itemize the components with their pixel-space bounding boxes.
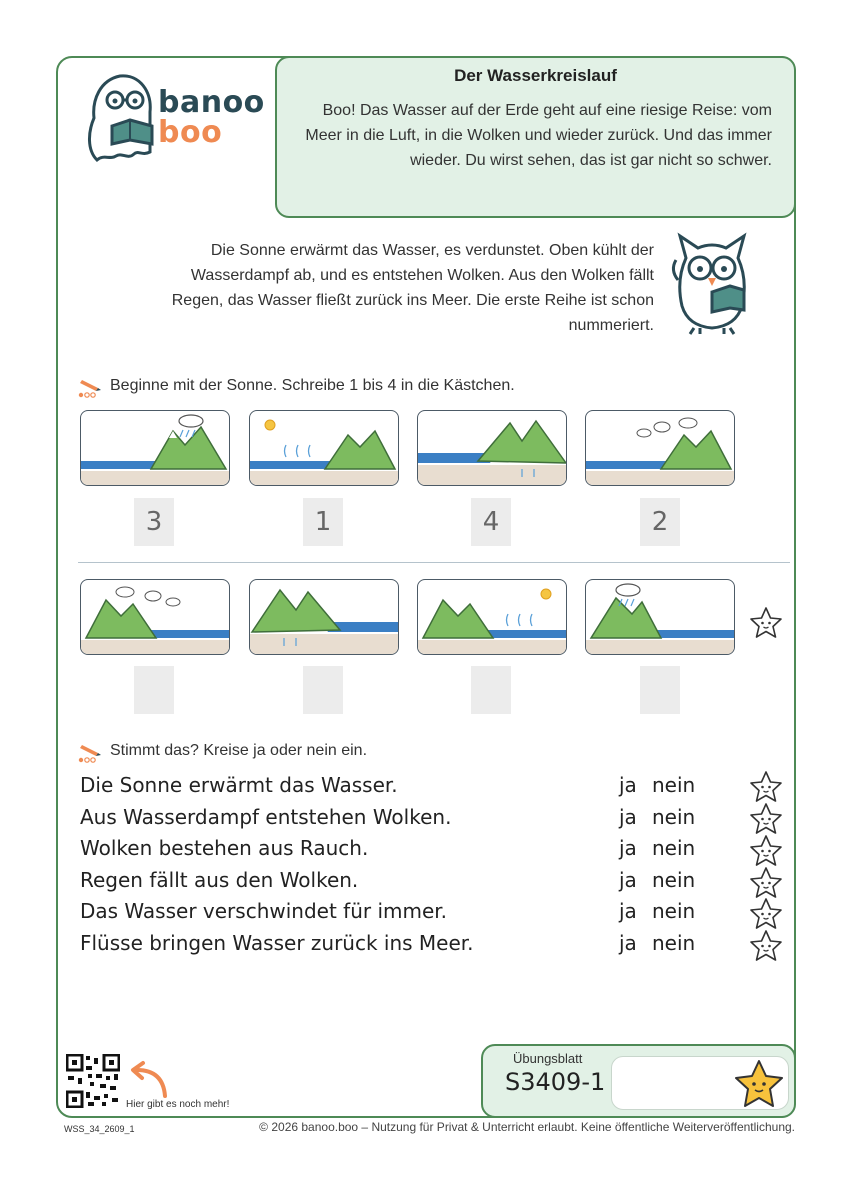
task2-instruction bbox=[78, 739, 367, 763]
no-option[interactable]: nein bbox=[652, 867, 696, 892]
star-face-icon bbox=[749, 770, 783, 804]
yes-option[interactable]: ja bbox=[619, 899, 637, 924]
statement-row bbox=[80, 771, 780, 803]
statement-row bbox=[80, 834, 780, 866]
statement-text: Aus Wasserdampf entstehen Wolken. bbox=[80, 804, 452, 829]
scene-card-rain-mirrored bbox=[585, 579, 735, 655]
no-option[interactable]: nein bbox=[652, 899, 696, 924]
intro-text: Boo! Das Wasser auf der Erde geht auf eine riesige Reise: vom Meer in die Luft, in die Wolken und wieder zurück. Und das immer wieder. Du wirst sehen, das ist gar nicht so schwer. bbox=[305, 102, 772, 169]
scene-card-sun-mirrored bbox=[417, 579, 567, 655]
scene-card-river-mirrored bbox=[249, 579, 399, 655]
task2-text: Stimmt das? Kreise ja oder nein ein. bbox=[110, 742, 368, 759]
owl-mascot-icon bbox=[664, 230, 760, 336]
scene-card-rain bbox=[80, 410, 230, 486]
scene-card-clouds-mirrored bbox=[80, 579, 230, 655]
yes-option[interactable]: ja bbox=[619, 836, 637, 861]
yes-option[interactable]: ja bbox=[619, 773, 637, 797]
scene-card-river-to-sea bbox=[417, 410, 567, 486]
number-box: 2 bbox=[640, 498, 680, 546]
task1-text: Beginne mit der Sonne. Schreibe 1 bis 4 in die Kästchen. bbox=[110, 377, 515, 394]
brand-logo bbox=[158, 85, 265, 150]
answer-box[interactable] bbox=[471, 666, 511, 714]
statement-text: Das Wasser verschwindet für immer. bbox=[80, 899, 448, 924]
no-option[interactable]: nein bbox=[652, 804, 696, 829]
copyright-notice: © 2026 banoo.boo – Nutzung für Privat & Unterricht erlaubt. Keine öffentliche Weiterveröffentlichung. bbox=[259, 1120, 795, 1134]
star-face-icon bbox=[749, 802, 783, 836]
brand-line-1: banoo bbox=[158, 85, 265, 120]
task1-instruction bbox=[78, 374, 515, 398]
star-face-icon bbox=[749, 866, 783, 900]
gold-star-icon bbox=[733, 1058, 785, 1110]
statement-row bbox=[80, 866, 780, 898]
statement-text: Flüsse bringen Wasser zurück ins Meer. bbox=[80, 930, 474, 955]
star-face-icon bbox=[749, 606, 783, 640]
yes-option[interactable]: ja bbox=[619, 804, 637, 829]
star-face-icon bbox=[749, 897, 783, 931]
star-face-icon bbox=[749, 834, 783, 868]
number-box: 1 bbox=[303, 498, 343, 546]
yes-option[interactable]: ja bbox=[619, 930, 637, 955]
curved-arrow-icon bbox=[125, 1060, 175, 1100]
scene-card-sun-evaporation bbox=[249, 410, 399, 486]
number-box: 3 bbox=[134, 498, 174, 546]
qr-code-icon[interactable] bbox=[66, 1054, 120, 1108]
qr-caption: Hier gibt es noch mehr! bbox=[126, 1099, 230, 1110]
answer-box[interactable] bbox=[134, 666, 174, 714]
sheet-box bbox=[481, 1044, 796, 1118]
pencil-icon bbox=[78, 739, 102, 763]
divider bbox=[78, 562, 790, 563]
answer-box[interactable] bbox=[303, 666, 343, 714]
scene-card-clouds bbox=[585, 410, 735, 486]
statement-list bbox=[80, 771, 780, 961]
statement-row bbox=[80, 897, 780, 929]
pencil-icon bbox=[78, 374, 102, 398]
statement-text: Die Sonne erwärmt das Wasser. bbox=[80, 773, 398, 797]
document-id: WSS_34_2609_1 bbox=[64, 1124, 135, 1134]
statement-text: Wolken bestehen aus Rauch. bbox=[80, 836, 369, 861]
brand-line-2: boo bbox=[158, 115, 223, 150]
sheet-code: S3409-1 bbox=[505, 1068, 606, 1096]
no-option[interactable]: nein bbox=[652, 836, 696, 861]
story-text: Die Sonne erwärmt das Wasser, es verdunstet. Oben kühlt der Wasserdampf ab, und es entstehen Wolken. Aus den Wolken fällt Regen, das Wasser fließt zurück ins Meer. Die erste Reihe ist schon nummeriert. bbox=[171, 242, 654, 334]
sheet-label: Übungsblatt bbox=[513, 1051, 583, 1066]
statement-row bbox=[80, 929, 780, 961]
statement-row bbox=[80, 803, 780, 835]
number-box: 4 bbox=[471, 498, 511, 546]
no-option[interactable]: nein bbox=[652, 930, 696, 955]
page-title: Der Wasserkreislauf bbox=[454, 66, 617, 85]
yes-option[interactable]: ja bbox=[619, 867, 637, 892]
intro-box bbox=[275, 56, 796, 218]
no-option[interactable]: nein bbox=[652, 773, 696, 797]
star-face-icon bbox=[749, 929, 783, 963]
statement-text: Regen fällt aus den Wolken. bbox=[80, 867, 359, 892]
answer-box[interactable] bbox=[640, 666, 680, 714]
